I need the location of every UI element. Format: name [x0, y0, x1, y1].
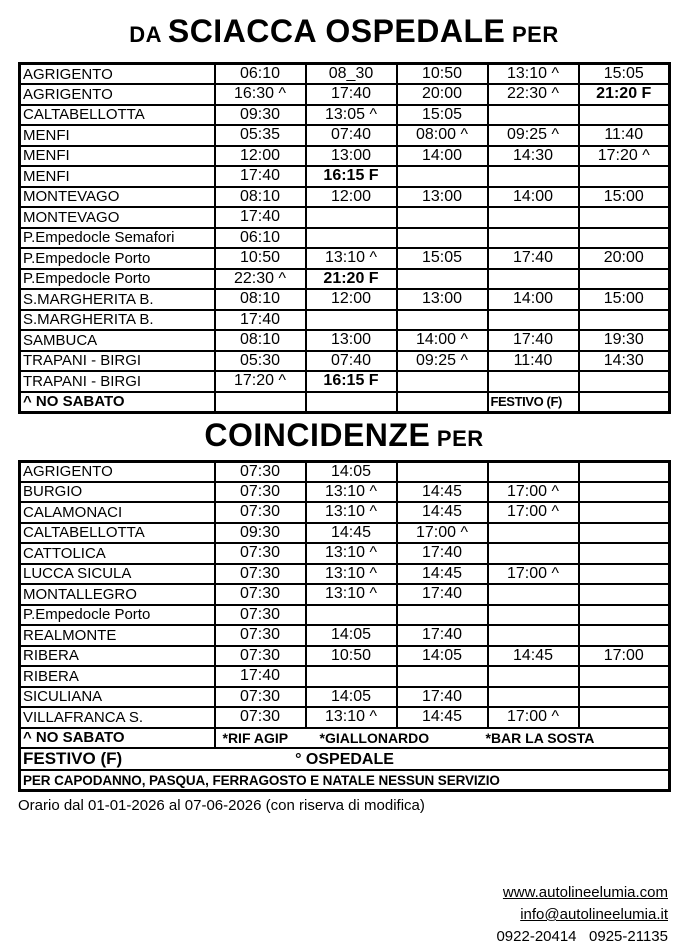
time-cell [579, 707, 670, 728]
time-cell [488, 166, 579, 187]
destination-cell: P.Empedocle Porto [20, 269, 215, 290]
time-cell: 07:30 [215, 502, 306, 523]
destination-cell: P.Empedocle Semafori [20, 228, 215, 249]
time-cell [488, 371, 579, 392]
time-cell [397, 310, 488, 331]
time-cell: 07:30 [215, 625, 306, 646]
ospedale-note: ° OSPEDALE [295, 751, 394, 768]
destination-cell: CALAMONACI [20, 502, 215, 523]
time-cell [488, 461, 579, 482]
table-row [20, 482, 670, 503]
festivo-legend-row [20, 748, 670, 770]
festivo-note: FESTIVO (F) [488, 392, 579, 413]
website-link[interactable]: www.autolineelumia.com [502, 884, 668, 901]
destination-cell: CALTABELLOTTA [20, 105, 215, 126]
no-sabato-note: ^ NO SABATO [20, 728, 215, 749]
time-cell [306, 310, 397, 331]
time-cell: 15:05 [397, 105, 488, 126]
destination-cell: P.Empedocle Porto [20, 605, 215, 626]
page-title-connections [0, 418, 688, 459]
destination-cell: VILLAFRANCA S. [20, 707, 215, 728]
time-cell: 17:20 ^ [215, 371, 306, 392]
time-cell: 07:30 [215, 461, 306, 482]
time-cell: 06:10 [215, 228, 306, 249]
time-cell [488, 105, 579, 126]
time-cell: 11:40 [488, 351, 579, 372]
time-cell [488, 207, 579, 228]
time-cell: 14:00 ^ [397, 330, 488, 351]
time-cell: 17:40 [488, 330, 579, 351]
table-row [20, 146, 670, 167]
giallonardo-note: *GIALLONARDO [319, 729, 430, 746]
time-cell: 08:10 [215, 289, 306, 310]
title-prefix: DA [129, 22, 168, 47]
table-row [20, 543, 670, 564]
page-title-departures [0, 14, 688, 55]
time-cell: 07:30 [215, 543, 306, 564]
time-cell: 13:10 ^ [306, 564, 397, 585]
table-row [20, 330, 670, 351]
time-cell: 14:05 [306, 625, 397, 646]
time-cell [397, 166, 488, 187]
table-row [20, 564, 670, 585]
time-cell: 17:00 ^ [488, 502, 579, 523]
destination-cell: MENFI [20, 125, 215, 146]
time-cell [488, 269, 579, 290]
time-cell: 17:00 ^ [488, 707, 579, 728]
destination-cell: RIBERA [20, 646, 215, 667]
time-cell: 17:00 ^ [397, 523, 488, 544]
time-cell: 07:40 [306, 351, 397, 372]
time-cell [579, 269, 670, 290]
destination-cell: AGRIGENTO [20, 84, 215, 105]
time-cell: 17:00 [579, 646, 670, 667]
time-cell: 11:40 [579, 125, 670, 146]
time-cell [306, 605, 397, 626]
time-cell [579, 371, 670, 392]
time-cell [579, 543, 670, 564]
time-cell: 06:10 [215, 64, 306, 85]
table-row [20, 502, 670, 523]
time-cell: 14:00 [397, 146, 488, 167]
table-row [20, 707, 670, 728]
title-suffix: PER [505, 22, 559, 47]
festivo-label: FESTIVO (F) [23, 749, 123, 768]
time-cell: 13:10 ^ [306, 584, 397, 605]
table-row [20, 105, 670, 126]
time-cell: 07:30 [215, 605, 306, 626]
time-cell: 09:25 ^ [488, 125, 579, 146]
table-row [20, 125, 670, 146]
time-cell [579, 461, 670, 482]
time-cell: 14:45 [306, 523, 397, 544]
time-cell: 14:45 [488, 646, 579, 667]
time-cell: 08:10 [215, 330, 306, 351]
time-cell [488, 666, 579, 687]
table-row [20, 289, 670, 310]
time-cell [488, 523, 579, 544]
table-row [20, 625, 670, 646]
table-row [20, 228, 670, 249]
time-cell: 13:10 ^ [306, 482, 397, 503]
time-cell [397, 605, 488, 626]
time-cell: 14:45 [397, 502, 488, 523]
destination-cell: P.Empedocle Porto [20, 248, 215, 269]
time-cell [397, 371, 488, 392]
destination-cell: SAMBUCA [20, 330, 215, 351]
time-cell: 14:45 [397, 482, 488, 503]
time-cell: 17:00 ^ [488, 482, 579, 503]
time-cell [488, 584, 579, 605]
time-cell: 20:00 [397, 84, 488, 105]
email-link[interactable]: info@autolineelumia.it [520, 906, 668, 923]
table-row [20, 84, 670, 105]
table-row [20, 646, 670, 667]
time-cell [397, 666, 488, 687]
legend-row [20, 392, 670, 413]
time-cell: 17:40 [215, 310, 306, 331]
time-cell: 16:15 F [306, 371, 397, 392]
stops-legend-cell [215, 728, 670, 749]
time-cell: 07:30 [215, 584, 306, 605]
destination-cell: S.MARGHERITA B. [20, 289, 215, 310]
bar-la-sosta-note: *BAR LA SOSTA [485, 729, 595, 746]
time-cell: 19:30 [579, 330, 670, 351]
destination-cell: SICULIANA [20, 687, 215, 708]
time-cell: 07:30 [215, 707, 306, 728]
destination-cell: MENFI [20, 166, 215, 187]
time-cell: 15:05 [579, 64, 670, 85]
time-cell: 07:30 [215, 564, 306, 585]
destination-cell: TRAPANI - BIRGI [20, 351, 215, 372]
time-cell [579, 482, 670, 503]
time-cell: 14:30 [579, 351, 670, 372]
time-cell: 13:00 [397, 289, 488, 310]
table-row [20, 523, 670, 544]
time-cell [397, 392, 488, 413]
contact-block [496, 882, 668, 948]
connections-table [18, 460, 671, 793]
title-suffix: PER [430, 425, 484, 451]
time-cell: 07:30 [215, 646, 306, 667]
time-cell: 12:00 [306, 289, 397, 310]
table-row [20, 584, 670, 605]
title-main: COINCIDENZE [204, 416, 431, 453]
time-cell: 14:45 [397, 564, 488, 585]
phone-numbers: 0922-20414 0925-21135 [496, 928, 668, 945]
destination-cell: CALTABELLOTTA [20, 523, 215, 544]
time-cell: 14:00 [488, 187, 579, 208]
time-cell: 14:30 [488, 146, 579, 167]
time-cell [306, 392, 397, 413]
time-cell: 08:00 ^ [397, 125, 488, 146]
time-cell: 12:00 [215, 146, 306, 167]
destination-cell: MONTEVAGO [20, 207, 215, 228]
time-cell [306, 228, 397, 249]
time-cell: 10:50 [306, 646, 397, 667]
time-cell: 12:00 [306, 187, 397, 208]
table-row [20, 687, 670, 708]
time-cell: 17:40 [215, 166, 306, 187]
table-row [20, 371, 670, 392]
table-row [20, 605, 670, 626]
holiday-note-row [20, 770, 670, 791]
time-cell: 13:00 [306, 330, 397, 351]
time-cell: 13:10 ^ [306, 248, 397, 269]
time-cell: 08:10 [215, 187, 306, 208]
time-cell: 15:00 [579, 289, 670, 310]
time-cell: 16:15 F [306, 166, 397, 187]
time-cell: 17:40 [397, 625, 488, 646]
timetable-page [0, 14, 688, 948]
destination-cell: MONTALLEGRO [20, 584, 215, 605]
time-cell: 07:30 [215, 687, 306, 708]
time-cell: 17:40 [306, 84, 397, 105]
time-cell: 09:30 [215, 523, 306, 544]
destination-cell: RIBERA [20, 666, 215, 687]
table-row [20, 207, 670, 228]
time-cell: 13:10 ^ [306, 707, 397, 728]
time-cell: 05:35 [215, 125, 306, 146]
table-row [20, 187, 670, 208]
time-cell [215, 392, 306, 413]
time-cell [397, 207, 488, 228]
time-cell: 13:10 ^ [488, 64, 579, 85]
time-cell: 14:05 [397, 646, 488, 667]
time-cell [579, 625, 670, 646]
time-cell: 17:00 ^ [488, 564, 579, 585]
departures-table [18, 62, 671, 414]
time-cell [579, 564, 670, 585]
destination-cell: TRAPANI - BIRGI [20, 371, 215, 392]
time-cell [579, 228, 670, 249]
time-cell [579, 502, 670, 523]
table-row [20, 310, 670, 331]
time-cell: 16:30 ^ [215, 84, 306, 105]
destination-cell: MONTEVAGO [20, 187, 215, 208]
holiday-note: PER CAPODANNO, PASQUA, FERRAGOSTO E NATALE NESSUN SERVIZIO [20, 770, 670, 791]
time-cell [579, 166, 670, 187]
destination-cell: S.MARGHERITA B. [20, 310, 215, 331]
table-row [20, 248, 670, 269]
time-cell: 15:05 [397, 248, 488, 269]
time-cell: 22:30 ^ [215, 269, 306, 290]
time-cell: 14:00 [488, 289, 579, 310]
time-cell: 17:40 [488, 248, 579, 269]
destination-cell: BURGIO [20, 482, 215, 503]
destination-cell: AGRIGENTO [20, 64, 215, 85]
time-cell [488, 543, 579, 564]
time-cell [579, 584, 670, 605]
time-cell: 13:10 ^ [306, 543, 397, 564]
time-cell [579, 207, 670, 228]
destination-cell: REALMONTE [20, 625, 215, 646]
no-sabato-note: ^ NO SABATO [20, 392, 215, 413]
time-cell: 13:05 ^ [306, 105, 397, 126]
time-cell [488, 625, 579, 646]
time-cell: 14:05 [306, 687, 397, 708]
destination-cell: AGRIGENTO [20, 461, 215, 482]
time-cell: 21:20 F [579, 84, 670, 105]
time-cell: 13:10 ^ [306, 502, 397, 523]
time-cell [397, 228, 488, 249]
time-cell [488, 228, 579, 249]
time-cell: 13:00 [397, 187, 488, 208]
time-cell: 14:45 [397, 707, 488, 728]
time-cell: 20:00 [579, 248, 670, 269]
time-cell: 09:30 [215, 105, 306, 126]
time-cell [397, 461, 488, 482]
time-cell [488, 687, 579, 708]
time-cell: 07:30 [215, 482, 306, 503]
time-cell: 09:25 ^ [397, 351, 488, 372]
title-main: SCIACCA OSPEDALE [167, 13, 506, 49]
time-cell [579, 310, 670, 331]
time-cell: 17:40 [215, 666, 306, 687]
time-cell [579, 105, 670, 126]
rif-agip-note: *RIF AGIP [222, 729, 289, 746]
destination-cell: CATTOLICA [20, 543, 215, 564]
time-cell [488, 310, 579, 331]
festivo-legend-cell [20, 748, 670, 770]
time-cell: 10:50 [215, 248, 306, 269]
time-cell: 13:00 [306, 146, 397, 167]
time-cell [306, 666, 397, 687]
table-row [20, 166, 670, 187]
time-cell: 10:50 [397, 64, 488, 85]
time-cell [579, 523, 670, 544]
table-row [20, 64, 670, 85]
time-cell: 22:30 ^ [488, 84, 579, 105]
time-cell [579, 687, 670, 708]
destination-cell: LUCCA SICULA [20, 564, 215, 585]
time-cell: 14:05 [306, 461, 397, 482]
table-row [20, 461, 670, 482]
time-cell: 17:40 [215, 207, 306, 228]
time-cell: 17:40 [397, 543, 488, 564]
destination-cell: MENFI [20, 146, 215, 167]
time-cell [579, 605, 670, 626]
table-row [20, 351, 670, 372]
table-row [20, 269, 670, 290]
legend-row [20, 728, 670, 749]
time-cell: 17:40 [397, 687, 488, 708]
time-cell: 05:30 [215, 351, 306, 372]
time-cell [579, 666, 670, 687]
time-cell [397, 269, 488, 290]
table-row [20, 666, 670, 687]
time-cell [579, 392, 670, 413]
time-cell: 21:20 F [306, 269, 397, 290]
time-cell: 17:20 ^ [579, 146, 670, 167]
time-cell: 17:40 [397, 584, 488, 605]
validity-period: Orario dal 01-01-2026 al 07-06-2026 (con riserva di modifica) [18, 797, 425, 814]
time-cell: 15:00 [579, 187, 670, 208]
time-cell [306, 207, 397, 228]
time-cell [488, 605, 579, 626]
time-cell: 08_30 [306, 64, 397, 85]
time-cell: 07:40 [306, 125, 397, 146]
